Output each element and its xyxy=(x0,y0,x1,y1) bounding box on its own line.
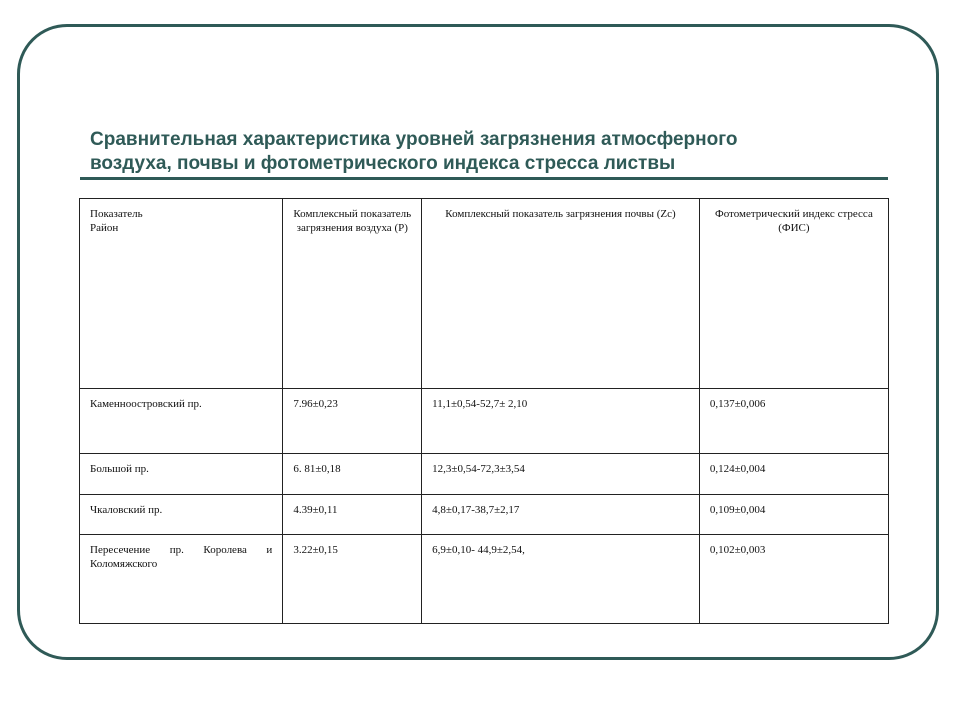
cell-soil: 11,1±0,54-52,7± 2,10 xyxy=(422,389,700,454)
header-stress-index: Фотометрический индекс стресса (ФИС) xyxy=(699,199,888,389)
cell-air: 4.39±0,11 xyxy=(283,495,422,535)
title-line-2: воздуха, почвы и фотометрического индекса стресса листвы xyxy=(90,153,676,174)
slide-title xyxy=(90,128,870,176)
pollution-table xyxy=(79,198,889,624)
cell-district: Пересечение пр. Королева и Коломяжского xyxy=(80,535,283,624)
cell-fis: 0,137±0,006 xyxy=(699,389,888,454)
cell-district: Чкаловский пр. xyxy=(80,495,283,535)
cell-fis: 0,109±0,004 xyxy=(699,495,888,535)
cell-soil: 12,3±0,54-72,3±3,54 xyxy=(422,454,700,495)
header-air-index: Комплексный показатель загрязнения воздуха (Р) xyxy=(283,199,422,389)
cell-soil: 4,8±0,17-38,7±2,17 xyxy=(422,495,700,535)
header-soil-index: Комплексный показатель загрязнения почвы (Zc) xyxy=(422,199,700,389)
cell-fis: 0,102±0,003 xyxy=(699,535,888,624)
cell-fis: 0,124±0,004 xyxy=(699,454,888,495)
title-line-1: Сравнительная характеристика уровней загрязнения атмосферного xyxy=(90,129,738,150)
table-row xyxy=(80,535,889,624)
table-header-row xyxy=(80,199,889,389)
header-indicator-district xyxy=(80,199,283,389)
cell-district: Каменноостровский пр. xyxy=(80,389,283,454)
cell-air: 7.96±0,23 xyxy=(283,389,422,454)
title-divider xyxy=(80,177,888,180)
cell-district: Большой пр. xyxy=(80,454,283,495)
header-district-label: Район xyxy=(90,222,119,234)
table-row xyxy=(80,495,889,535)
cell-soil: 6,9±0,10- 44,9±2,54, xyxy=(422,535,700,624)
table-row xyxy=(80,454,889,495)
header-indicator-label: Показатель xyxy=(90,208,143,220)
table-row xyxy=(80,389,889,454)
cell-air: 3.22±0,15 xyxy=(283,535,422,624)
cell-air: 6. 81±0,18 xyxy=(283,454,422,495)
